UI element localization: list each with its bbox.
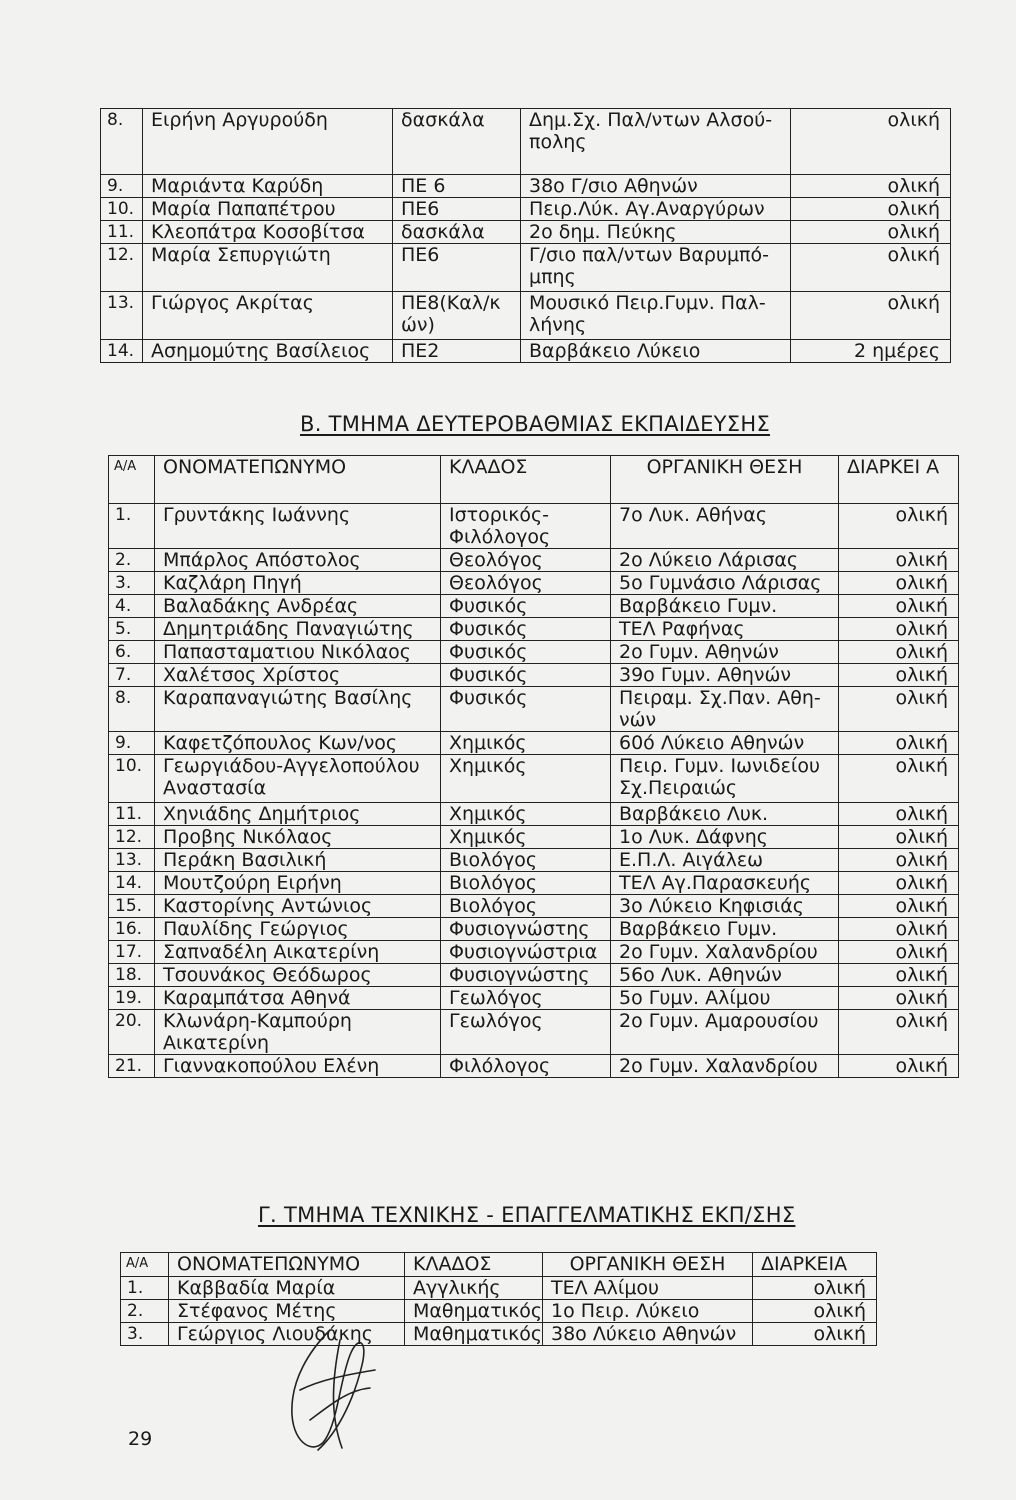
row-number: 16.: [109, 918, 155, 941]
table-row: [121, 1300, 877, 1323]
header-duration: ΔΙΑΡΚΕΙΑ: [753, 1253, 877, 1277]
table-row: [109, 1010, 959, 1055]
row-branch: Θεολόγος: [441, 549, 611, 572]
row-number: 2.: [109, 549, 155, 572]
table-row: [109, 872, 959, 895]
table-row: [101, 198, 951, 221]
row-number: 7.: [109, 664, 155, 687]
row-name: Γεώργιος Λιουδάκης: [169, 1323, 405, 1346]
row-duration: ολική: [839, 987, 959, 1010]
table-header-row: [121, 1253, 877, 1277]
row-name: Καββαδία Μαρία: [169, 1277, 405, 1300]
row-name: Καφετζόπουλος Κων/νος: [155, 732, 441, 755]
row-position: Πειραμ. Σχ.Παν. Αθη-νών: [611, 687, 839, 732]
row-number: 13.: [101, 292, 143, 340]
header-num: Α/Α: [109, 456, 155, 504]
row-branch: Χημικός: [441, 732, 611, 755]
header-branch: ΚΛΑΔΟΣ: [405, 1253, 543, 1277]
row-branch: Αγγλικής: [405, 1277, 543, 1300]
row-name: Βαλαδάκης Ανδρέας: [155, 595, 441, 618]
table-row: [121, 1277, 877, 1300]
row-duration: ολική: [839, 504, 959, 549]
row-branch: δασκάλα: [393, 221, 521, 244]
row-duration: ολική: [791, 198, 951, 221]
row-number: 21.: [109, 1055, 155, 1078]
row-branch: Φυσικός: [441, 664, 611, 687]
row-position: 3ο Λύκειο Κηφισιάς: [611, 895, 839, 918]
row-name: Μουτζούρη Ειρήνη: [155, 872, 441, 895]
row-number: 10.: [101, 198, 143, 221]
row-duration: ολική: [839, 1010, 959, 1055]
header-position: ΟΡΓΑΝΙΚΗ ΘΕΣΗ: [543, 1253, 753, 1277]
row-branch: Φυσιογνώστρια: [441, 941, 611, 964]
row-position: Βαρβάκειο Λυκ.: [611, 803, 839, 826]
row-branch: Φυσικός: [441, 687, 611, 732]
table-section-b: [108, 455, 959, 1078]
row-duration: ολική: [839, 895, 959, 918]
header-branch: ΚΛΑΔΟΣ: [441, 456, 611, 504]
row-duration: ολική: [839, 872, 959, 895]
row-name: Μαριάντα Καρύδη: [143, 175, 393, 198]
row-number: 14.: [101, 340, 143, 363]
table-row: [109, 964, 959, 987]
row-number: 11.: [109, 803, 155, 826]
row-position: 56ο Λυκ. Αθηνών: [611, 964, 839, 987]
row-branch: Φυσικός: [441, 618, 611, 641]
row-number: 12.: [101, 244, 143, 292]
table-row: [101, 221, 951, 244]
row-name: Παυλίδης Γεώργιος: [155, 918, 441, 941]
row-position: Ε.Π.Λ. Αιγάλεω: [611, 849, 839, 872]
row-name: Σαπναδέλη Αικατερίνη: [155, 941, 441, 964]
row-number: 3.: [109, 572, 155, 595]
table-row: [109, 826, 959, 849]
table-row: [109, 687, 959, 732]
row-name: Ασημομύτης Βασίλειος: [143, 340, 393, 363]
row-duration: ολική: [839, 964, 959, 987]
row-position: 38ο Λύκειο Αθηνών: [543, 1323, 753, 1346]
row-branch: Φιλόλογος: [441, 1055, 611, 1078]
table-row: [109, 572, 959, 595]
row-duration: ολική: [839, 641, 959, 664]
row-position: 2ο Γυμν. Χαλανδρίου: [611, 941, 839, 964]
table-row: [109, 895, 959, 918]
row-name: Χηνιάδης Δημήτριος: [155, 803, 441, 826]
row-position: Βαρβάκειο Γυμν.: [611, 595, 839, 618]
row-name: Καζλάρη Πηγή: [155, 572, 441, 595]
row-name: Γιώργος Ακρίτας: [143, 292, 393, 340]
table-row: [109, 641, 959, 664]
row-position: 2ο Γυμν. Χαλανδρίου: [611, 1055, 839, 1078]
row-name: Γιαννακοπούλου Ελένη: [155, 1055, 441, 1078]
row-position: 7ο Λυκ. Αθήνας: [611, 504, 839, 549]
table-row: [109, 755, 959, 803]
row-number: 9.: [109, 732, 155, 755]
row-number: 8.: [109, 687, 155, 732]
row-branch: Βιολόγος: [441, 895, 611, 918]
row-position: 5ο Γυμν. Αλίμου: [611, 987, 839, 1010]
row-number: 14.: [109, 872, 155, 895]
table-row: [101, 244, 951, 292]
table-row: [101, 340, 951, 363]
row-name: Κλεοπάτρα Κοσοβίτσα: [143, 221, 393, 244]
table-row: [109, 732, 959, 755]
row-branch: Φυσιογνώστης: [441, 918, 611, 941]
header-name: ΟΝΟΜΑΤΕΠΩΝΥΜΟ: [155, 456, 441, 504]
row-name: Μαρία Παπαπέτρου: [143, 198, 393, 221]
row-name: Μπάρλος Απόστολος: [155, 549, 441, 572]
row-position: 5ο Γυμνάσιο Λάρισας: [611, 572, 839, 595]
row-branch: Φυσικός: [441, 641, 611, 664]
row-position: 2ο Λύκειο Λάρισας: [611, 549, 839, 572]
row-number: 5.: [109, 618, 155, 641]
row-name: Κλωνάρη-Καμπούρη Αικατερίνη: [155, 1010, 441, 1055]
header-name: ΟΝΟΜΑΤΕΠΩΝΥΜΟ: [169, 1253, 405, 1277]
row-name: Περάκη Βασιλική: [155, 849, 441, 872]
table-row: [101, 175, 951, 198]
row-number: 10.: [109, 755, 155, 803]
row-branch: δασκάλα: [393, 109, 521, 175]
row-position: 39ο Γυμν. Αθηνών: [611, 664, 839, 687]
row-number: 2.: [121, 1300, 169, 1323]
row-branch: Φυσιογνώστης: [441, 964, 611, 987]
row-branch: ΠΕ6: [393, 198, 521, 221]
row-branch: ΠΕ 6: [393, 175, 521, 198]
row-position: Γ/σιο παλ/ντων Βαρυμπό-μπης: [521, 244, 791, 292]
row-duration: ολική: [791, 109, 951, 175]
row-branch: Ιστορικός-Φιλόλογος: [441, 504, 611, 549]
row-duration: ολική: [839, 732, 959, 755]
row-duration: ολική: [753, 1323, 877, 1346]
row-branch: Χημικός: [441, 755, 611, 803]
table-row: [109, 941, 959, 964]
row-number: 20.: [109, 1010, 155, 1055]
row-number: 17.: [109, 941, 155, 964]
row-name: Δημητριάδης Παναγιώτης: [155, 618, 441, 641]
row-position: Πειρ.Λύκ. Αγ.Αναργύρων: [521, 198, 791, 221]
row-branch: Χημικός: [441, 826, 611, 849]
row-branch: Φυσικός: [441, 595, 611, 618]
row-duration: ολική: [839, 849, 959, 872]
row-duration: ολική: [839, 572, 959, 595]
row-position: Βαρβάκειο Λύκειο: [521, 340, 791, 363]
table-row: [109, 803, 959, 826]
row-duration: ολική: [839, 664, 959, 687]
row-duration: ολική: [839, 618, 959, 641]
table-row: [109, 664, 959, 687]
row-duration: ολική: [839, 1055, 959, 1078]
row-number: 9.: [101, 175, 143, 198]
row-duration: ολική: [839, 549, 959, 572]
row-number: 19.: [109, 987, 155, 1010]
row-position: 38ο Γ/σιο Αθηνών: [521, 175, 791, 198]
row-branch: Μαθηματικός: [405, 1300, 543, 1323]
row-branch: Γεωλόγος: [441, 987, 611, 1010]
row-duration: ολική: [791, 175, 951, 198]
row-duration: ολική: [791, 292, 951, 340]
row-position: Πειρ. Γυμν. Ιωνιδείου Σχ.Πειραιώς: [611, 755, 839, 803]
row-name: Χαλέτσος Χρίστος: [155, 664, 441, 687]
row-name: Γεωργιάδου-Αγγελοπούλου Αναστασία: [155, 755, 441, 803]
row-number: 3.: [121, 1323, 169, 1346]
row-name: Καραμπάτσα Αθηνά: [155, 987, 441, 1010]
page-number: 29: [128, 1428, 153, 1450]
section-c-title: Γ. ΤΜΗΜΑ ΤΕΧΝΙΚΗΣ - ΕΠΑΓΓΕΛΜΑΤΙΚΗΣ ΕΚΠ/ΣΗΣ: [258, 1203, 796, 1227]
row-branch: ΠΕ2: [393, 340, 521, 363]
row-duration: ολική: [839, 595, 959, 618]
row-name: Γρυντάκης Ιωάννης: [155, 504, 441, 549]
row-number: 18.: [109, 964, 155, 987]
table-row: [109, 504, 959, 549]
row-number: 15.: [109, 895, 155, 918]
table-section-c: [120, 1252, 877, 1346]
row-position: Μουσικό Πειρ.Γυμν. Παλ-λήνης: [521, 292, 791, 340]
table-row: [101, 292, 951, 340]
row-position: 2ο Γυμν. Αμαρουσίου: [611, 1010, 839, 1055]
row-position: 1ο Λυκ. Δάφνης: [611, 826, 839, 849]
row-duration: ολική: [839, 826, 959, 849]
row-number: 1.: [109, 504, 155, 549]
table-row: [109, 595, 959, 618]
row-duration: ολική: [839, 803, 959, 826]
row-name: Στέφανος Μέτης: [169, 1300, 405, 1323]
row-duration: ολική: [839, 918, 959, 941]
header-num: Α/Α: [121, 1253, 169, 1277]
row-name: Μαρία Σεπυργιώτη: [143, 244, 393, 292]
row-number: 1.: [121, 1277, 169, 1300]
row-duration: 2 ημέρες: [791, 340, 951, 363]
row-number: 4.: [109, 595, 155, 618]
row-name: Τσουνάκος Θεόδωρος: [155, 964, 441, 987]
row-number: 6.: [109, 641, 155, 664]
row-position: 2ο δημ. Πεύκης: [521, 221, 791, 244]
row-branch: Βιολόγος: [441, 849, 611, 872]
row-branch: Μαθηματικός: [405, 1323, 543, 1346]
table-row: [109, 918, 959, 941]
row-position: ΤΕΛ Αλίμου: [543, 1277, 753, 1300]
row-number: 8.: [101, 109, 143, 175]
row-position: Δημ.Σχ. Παλ/ντων Αλσού-πολης: [521, 109, 791, 175]
row-position: Βαρβάκειο Γυμν.: [611, 918, 839, 941]
table-row: [109, 618, 959, 641]
row-branch: Γεωλόγος: [441, 1010, 611, 1055]
row-duration: ολική: [753, 1277, 877, 1300]
row-name: Καραπαναγιώτης Βασίλης: [155, 687, 441, 732]
row-branch: ΠΕ8(Καλ/κ ών): [393, 292, 521, 340]
row-number: 12.: [109, 826, 155, 849]
row-position: ΤΕΛ Αγ.Παρασκευής: [611, 872, 839, 895]
row-duration: ολική: [753, 1300, 877, 1323]
row-branch: Θεολόγος: [441, 572, 611, 595]
table-row: [109, 549, 959, 572]
table-header-row: [109, 456, 959, 504]
row-branch: Βιολόγος: [441, 872, 611, 895]
row-name: Καστορίνης Αντώνιος: [155, 895, 441, 918]
row-position: ΤΕΛ Ραφήνας: [611, 618, 839, 641]
row-position: 1ο Πειρ. Λύκειο: [543, 1300, 753, 1323]
row-position: 60ό Λύκειο Αθηνών: [611, 732, 839, 755]
signature-scribble: [270, 1320, 390, 1460]
row-duration: ολική: [839, 687, 959, 732]
row-branch: Χημικός: [441, 803, 611, 826]
row-name: Προβης Νικόλαος: [155, 826, 441, 849]
table-section-a-continued: [100, 108, 951, 363]
table-row: [121, 1323, 877, 1346]
row-duration: ολική: [791, 221, 951, 244]
row-branch: ΠΕ6: [393, 244, 521, 292]
row-number: 13.: [109, 849, 155, 872]
table-row: [109, 987, 959, 1010]
table-row: [109, 1055, 959, 1078]
row-name: Παπασταματιου Νικόλαος: [155, 641, 441, 664]
header-duration: ΔΙΑΡΚΕΙ Α: [839, 456, 959, 504]
row-position: 2ο Γυμν. Αθηνών: [611, 641, 839, 664]
row-duration: ολική: [839, 755, 959, 803]
row-duration: ολική: [839, 941, 959, 964]
row-name: Ειρήνη Αργυρούδη: [143, 109, 393, 175]
section-b-title: Β. ΤΜΗΜΑ ΔΕΥΤΕΡΟΒΑΘΜΙΑΣ ΕΚΠΑΙΔΕΥΣΗΣ: [300, 412, 771, 436]
header-position: ΟΡΓΑΝΙΚΗ ΘΕΣΗ: [611, 456, 839, 504]
table-row: [109, 849, 959, 872]
row-duration: ολική: [791, 244, 951, 292]
table-row: [101, 109, 951, 175]
row-number: 11.: [101, 221, 143, 244]
